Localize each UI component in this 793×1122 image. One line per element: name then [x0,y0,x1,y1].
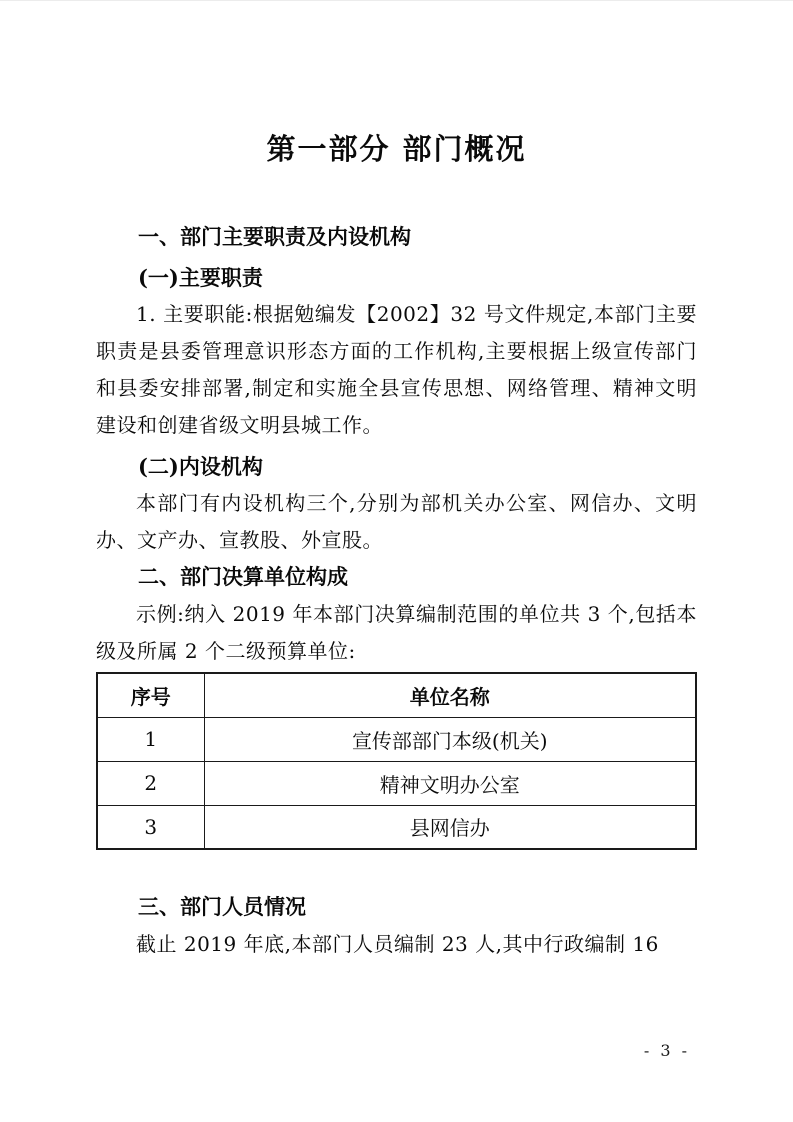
table-cell-no: 1 [97,717,204,761]
table-header-unit-name: 单位名称 [204,673,696,717]
section1-sub2-heading: (二)内设机构 [138,454,263,479]
section1-sub2-paragraph: 本部门有内设机构三个,分别为部机关办公室、网信办、文明办、文产办、宣教股、外宣股。 [96,491,697,552]
budget-units-table [96,672,697,850]
section3-heading: 三、部门人员情况 [138,895,306,919]
section1-sub1-heading: (一)主要职责 [138,265,263,290]
section1-heading: 一、部门主要职责及内设机构 [138,225,411,249]
table-header-row [97,673,696,717]
table-cell-no: 2 [97,761,204,805]
table-cell-no: 3 [97,805,204,849]
section2-paragraph: 示例:纳入 2019 年本部门决算编制范围的单位共 3 个,包括本级及所属 2 个二级预算单位: [96,602,697,663]
page-number: - 3 - [643,1041,690,1060]
table-row [97,717,696,761]
table-cell-unit-name: 县网信办 [204,805,696,849]
table-row [97,761,696,805]
table-cell-unit-name: 精神文明办公室 [204,761,696,805]
section3-paragraph: 截止 2019 年底,本部门人员编制 23 人,其中行政编制 16 [136,932,659,956]
table-row [97,805,696,849]
table-header-no: 序号 [97,673,204,717]
section2-heading: 二、部门决算单位构成 [138,565,348,589]
section1-sub1-paragraph: 1. 主要职能:根据勉编发【2002】32 号文件规定,本部门主要职责是县委管理意识形态方面的工作机构,主要根据上级宣传部门和县委安排部署,制定和实施全县宣传思想、网络管理、精神文明建设和创建省级文明县城工作。 [96,302,697,437]
page-title: 第一部分 部门概况 [266,132,527,166]
table-cell-unit-name: 宣传部部门本级(机关) [204,717,696,761]
